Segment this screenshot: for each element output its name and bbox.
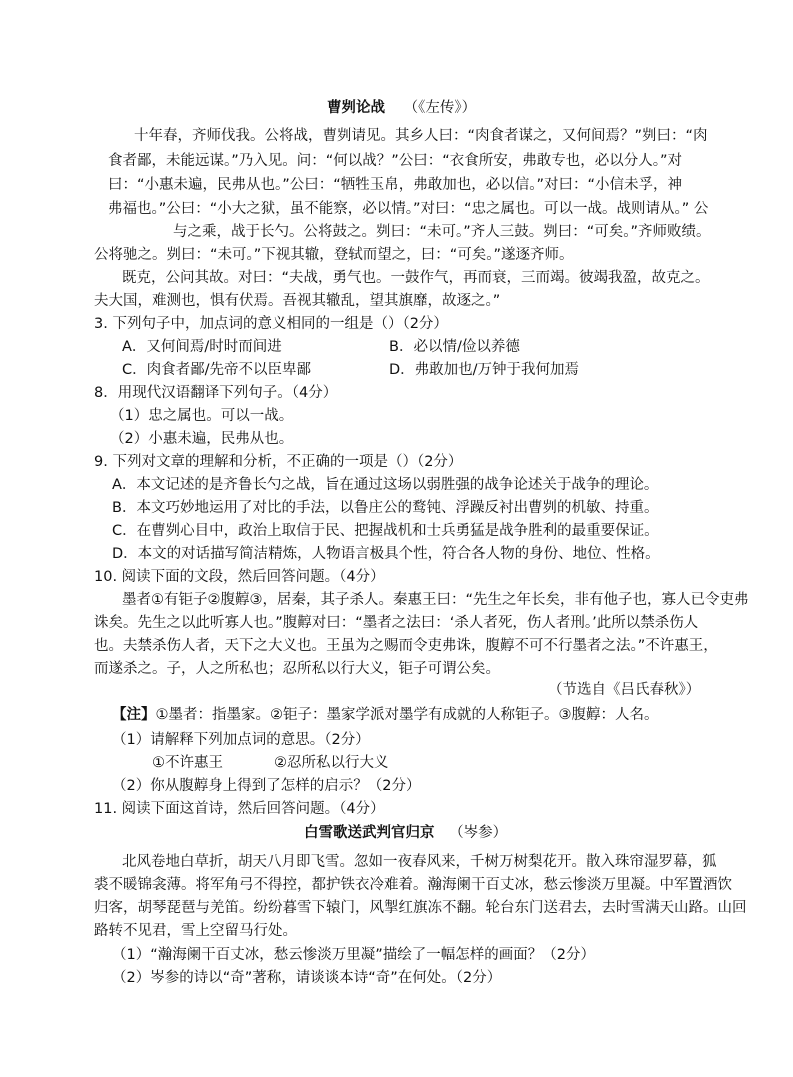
- poem-author: （岑参）: [449, 825, 508, 841]
- question-3-option-c: C．肉食者鄙/先帝不以臣卑鄙: [122, 362, 312, 378]
- passage-line: 食者鄙，未能远谋。”乃入见。问：“何以战？”公曰：“衣食所安，弗敢专也，必以分人。”对: [108, 153, 683, 169]
- poem-line: 北风卷地白草折，胡天八月即飞雪。忽如一夜春风来，千树万树梨花开。散入珠帘湿罗幕，狐: [122, 854, 717, 870]
- question-8-item: （2）小惠未遍，民弗从也。: [110, 431, 294, 447]
- question-10-sub1: （1）请解释下列加点词的意思。（2分）: [112, 732, 370, 748]
- question-3-stem: 3. 下列句子中，加点词的意义相同的一组是（）（2分）: [94, 316, 448, 332]
- question-10-passage-line: 诛矣。先生之以此听寡人也。”腹䵍对曰：“墨者之法曰：‘杀人者死，伤人者刑。’此所以禁杀伤人: [94, 615, 699, 631]
- passage-line: 公将驰之。刿曰：“未可。”下视其辙，登轼而望之，曰：“可矣。”遂逐齐师。: [94, 247, 574, 263]
- question-10-sub1-term-a: ①不许惠王: [152, 755, 223, 771]
- question-8-stem: 8．用现代汉语翻译下列句子。（4分）: [94, 385, 338, 401]
- question-10-sub2: （2）你从腹䵍身上得到了怎样的启示？（2分）: [112, 778, 421, 794]
- question-3-option-b: B．必以情/俭以养德: [389, 339, 520, 355]
- question-10-source: （节选自《吕氏春秋》）: [548, 682, 701, 698]
- passage-line: 夫大国，难测也，惧有伏焉。吾视其辙乱，望其旗靡，故逐之。”: [94, 293, 501, 309]
- question-9-option: C．在曹刿心目中，政治上取信于民、把握战机和士兵勇猛是战争胜利的最重要保证。: [112, 523, 659, 539]
- poem-title-line: [304, 823, 507, 845]
- question-3-option-a: A．又何间焉/时时而间进: [122, 339, 282, 355]
- question-10-note-line: [112, 705, 659, 727]
- note-label: 【注】: [112, 707, 156, 723]
- passage-line: 与之乘，战于长勺。公将鼓之。刿曰：“未可。”齐人三鼓。刿曰：“可矣。”齐师败绩。: [173, 224, 711, 240]
- passage-line: 弗福也。”公曰：“小大之狱，虽不能察，必以情。”对曰：“忠之属也。可以一战。战则请从。” 公: [108, 201, 709, 217]
- question-9-option: D．本文的对话描写简洁精炼，人物语言极具个性，符合各人物的身份、地位、性格。: [112, 546, 660, 562]
- question-10-sub1-term-b: ②忍所私以行大义: [274, 755, 389, 771]
- passage-line: 曰：“小惠未遍，民弗从也。”公曰：“牺牲玉帛，弗敢加也，必以信。”对曰：“小信未孚，神: [108, 177, 683, 193]
- question-10-passage-line: 而遂杀之。子，人之所私也；忍所私以行大义，钜子可谓公矣。: [94, 661, 500, 677]
- question-10-passage-line: 也。夫禁杀伤人者，天下之大义也。王虽为之赐而令吏弗诛，腹䵍不可不行墨者之法。”不许惠王，: [94, 638, 718, 654]
- question-9-stem: 9. 下列对文章的理解和分析，不正确的一项是（）（2分）: [94, 454, 463, 470]
- note-text: ①墨者：指墨家。②钜子：墨家学派对墨学有成就的人称钜子。③腹䵍：人名。: [155, 707, 659, 723]
- question-11-sub2: （2）岑参的诗以“奇”著称，请谈谈本诗“奇”在何处。（2分）: [112, 970, 502, 986]
- passage-source: （《左传》）: [403, 100, 477, 116]
- poem-line: 路转不见君，雪上空留马行处。: [94, 923, 297, 939]
- passage-title-line: [327, 98, 476, 120]
- poem-title: 白雪歌送武判官归京: [304, 825, 435, 841]
- passage-line: 既克，公问其故。对曰：“夫战，勇气也。一鼓作气，再而衰，三而竭。彼竭我盈，故克之。: [122, 270, 710, 286]
- question-8-item: （1）忠之属也。可以一战。: [110, 408, 294, 424]
- question-9-option: A．本文记述的是齐鲁长勺之战，旨在通过这场以弱胜强的战争论述关于战争的理论。: [112, 477, 659, 493]
- question-9-option: B．本文巧妙地运用了对比的手法，以鲁庄公的鹜钝、浮躁反衬出曹刿的机敏、持重。: [112, 500, 659, 516]
- question-10-stem: 10. 阅读下面的文段，然后回答问题。（4分）: [94, 569, 385, 585]
- passage-line: 十年春，齐师伐我。公将战，曹刿请见。其乡人曰：“肉食者谋之，又何间焉？”刿曰：“肉: [134, 128, 708, 144]
- question-3-option-d: D．弗敢加也/万钟于我何加焉: [389, 362, 580, 378]
- question-11-sub1: （1）“瀚海阑干百丈冰，愁云惨淡万里凝”描绘了一幅怎样的画面？（2分）: [112, 947, 595, 963]
- question-10-passage-line: 墨者①有钜子②腹䵍③，居秦，其子杀人。秦惠王曰：“先生之年长矣，非有他子也，寡人已令吏弗: [122, 592, 749, 608]
- passage-title: 曹刿论战: [327, 100, 385, 116]
- poem-line: 裘不暖锦衾薄。将军角弓不得控，都护铁衣冷难着。瀚海阑干百丈冰，愁云惨淡万里凝。中军置酒饮: [94, 877, 732, 893]
- poem-line: 归客，胡琴琵琶与羌笛。纷纷暮雪下辕门，风掣红旗冻不翻。轮台东门送君去，去时雪满天山路。山回: [94, 900, 747, 916]
- question-11-stem: 11. 阅读下面这首诗，然后回答问题。（4分）: [94, 801, 385, 817]
